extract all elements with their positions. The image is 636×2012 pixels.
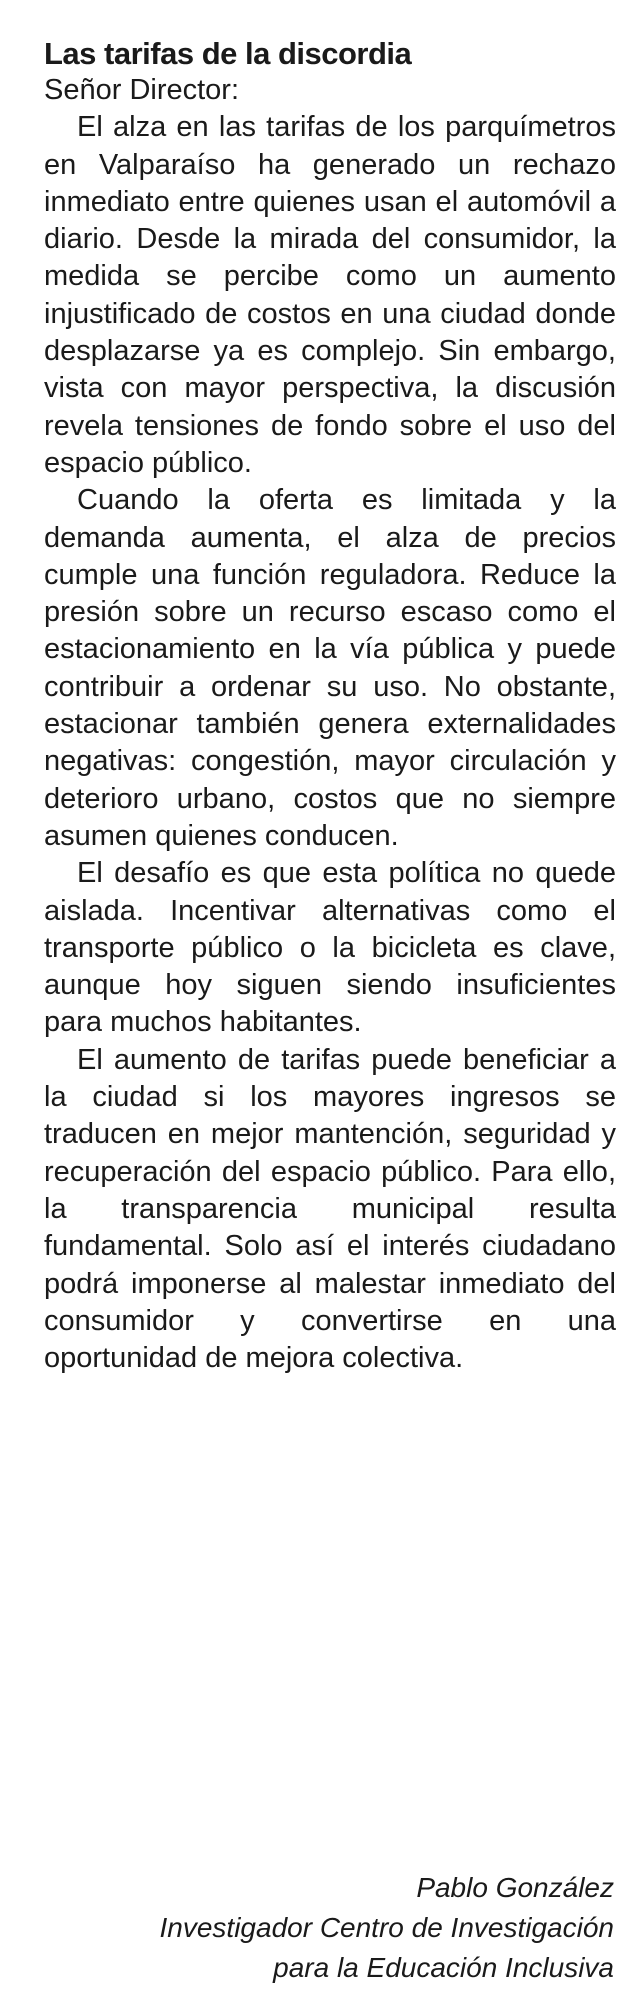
author-affiliation-line-1: Investigador Centro de Investigación [159, 1912, 614, 1943]
letter-paragraph-2: Cuando la oferta es limitada y la demanda aumenta, el alza de precios cumple una función reguladora. Reduce la presión sobre un recurso escaso como el estacionamiento en la vía pública y puede contribuir a ordenar su uso. No obstante, estacionar también genera externalidades negativas: congestión, mayor circulación y deterioro urbano, costos que no siempre asumen quienes conducen. [44, 484, 616, 852]
letter-paragraph-4: El aumento de tarifas puede beneficiar a la ciudad si los mayores ingresos se traducen en mejor mantención, seguridad y recuperación del espacio público. Para ello, la transparencia municipal resulta fundamental. Solo así el interés ciudadano podrá imponerse al malestar inmediato del consumidor y convertirse en una oportunidad de mejora colectiva. [44, 1043, 616, 1375]
letter-paragraph-3: El desafío es que esta política no quede aislada. Incentivar alternativas como el transporte público o la bicicleta es clave, aunque hoy siguen siendo insuficientes para muchos habitantes. [44, 857, 616, 1039]
letter-to-editor [44, 36, 616, 1377]
author-affiliation-line-2: para la Educación Inclusiva [273, 1952, 614, 1983]
signature-block [160, 1868, 615, 1988]
salutation: Señor Director: [44, 74, 240, 106]
letter-title: Las tarifas de la discordia [44, 36, 412, 71]
letter-paragraph-1: El alza en las tarifas de los parquímetros en Valparaíso ha generado un rechazo inmediato entre quienes usan el automóvil a diario. Desde la mirada del consumidor, la medida se percibe como un aumento injustificado de costos en una ciudad donde desplazarse ya es complejo. Sin embargo, vista con mayor perspectiva, la discusión revela tensiones de fondo sobre el uso del espacio público. [44, 111, 616, 479]
author-name: Pablo González [416, 1872, 614, 1903]
